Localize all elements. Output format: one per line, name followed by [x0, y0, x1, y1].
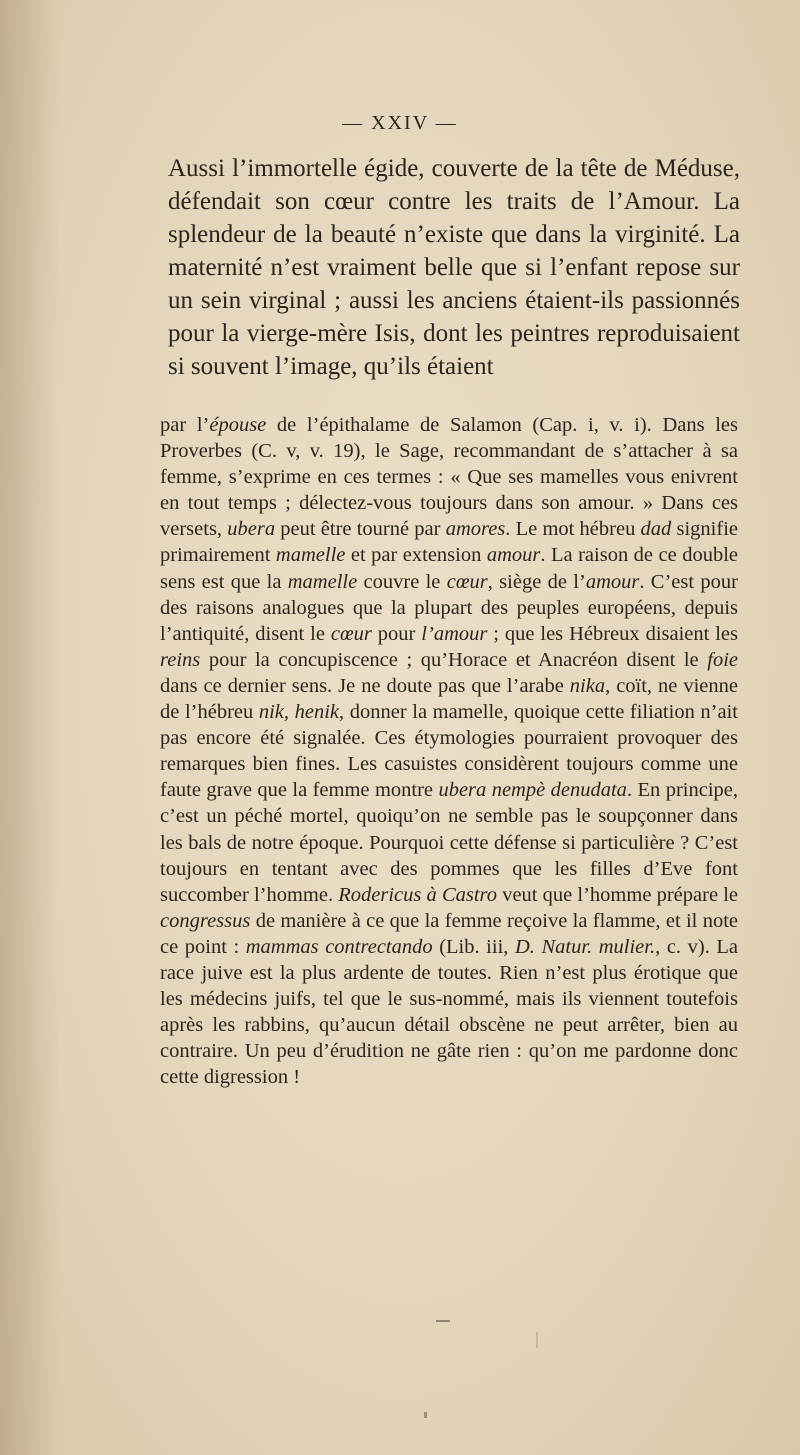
- footnote-italic: épouse: [209, 414, 267, 436]
- footnote-text: . La raison de ce double sens est que la: [160, 544, 738, 593]
- footnote-text: de l’épithalame de Salamon (Cap. i, v. i). Dans les Proverbes (C. v, v. 19), le Sage, recommandant de s’attacher à sa femme, s’exprime en ces termes : « Que ses mamelles vous enivrent en tout temps ; délectez-vous toujours dans son amour. » Dans ces versets,: [160, 414, 738, 541]
- footnote-text: peut être tourné par: [275, 518, 446, 541]
- footnote-text: , c. v). La race juive est la plus ardente de toutes. Rien n’est plus érotique que les médecins juifs, tel que le sus-nommé, mais ils viennent toutefois après les rabbins, qu’aucun détail obscène ne peut arrêter, bien au contraire. Un peu d’érudition ne gâte rien : qu’on me pardonne donc cette digression !: [160, 935, 739, 1089]
- page-edge-shadow: [0, 0, 60, 1455]
- footnote-text: . En principe, c’est un péché mortel, quoiqu’on ne semble pas le soupçonner dans les bals de notre époque. Pourquoi cette défense si particulière ? C’est toujours en tentant avec des pommes que les filles d’Eve font succomber l’homme.: [160, 779, 738, 906]
- footnote-italic: amour: [486, 544, 541, 567]
- footnote-italic: l’amour: [421, 622, 488, 645]
- paper-scratch: [536, 1332, 538, 1348]
- footnote-text: signifie primairement: [160, 518, 738, 567]
- footnote-text: dans ce dernier sens. Je ne doute pas que l’arabe: [160, 674, 570, 697]
- ink-speck: [436, 1320, 450, 1322]
- footnote-italic: amores: [445, 518, 506, 541]
- footnote-italic: ubera: [227, 518, 276, 541]
- footnote-italic: dad: [640, 518, 672, 541]
- footnote-italic: congressus: [160, 909, 251, 932]
- footnote-italic: ubera nempè denudata: [438, 779, 627, 802]
- footnote-italic: reins: [160, 648, 201, 671]
- footnote-text: ; que les Hébreux disaient les: [487, 622, 739, 645]
- footnote-text: et par extension: [345, 544, 487, 567]
- footnote-italic: mamelle: [275, 544, 346, 567]
- footnote-italic: mammas contrectando: [245, 935, 433, 958]
- ink-speck: [424, 1412, 427, 1418]
- page-number: — XXIV —: [342, 112, 458, 134]
- footnote-text: , donner la mamelle, quoique cette filiation n’ait pas encore été signalée. Ces étymologies pourraient provoquer des remarques bien fines. Les casuistes considèrent toujours comme une faute grave que la femme montre: [160, 701, 738, 802]
- footnote-text: pour la concupiscence ; qu’Horace et Anacréon disent le: [200, 648, 708, 671]
- footnote-italic: cœur: [446, 570, 488, 593]
- footnote-text: pour: [371, 622, 422, 645]
- footnote-text: (Lib. iii,: [432, 935, 515, 958]
- footnote-text: de manière à ce que la femme reçoive la flamme, et il note ce point :: [160, 909, 738, 958]
- footnote-text: couvre le: [357, 570, 447, 593]
- footnote-text: par l’: [160, 414, 210, 436]
- footnote-text: . Le mot hébreu: [505, 518, 641, 541]
- footnote-italic: nika: [569, 674, 606, 697]
- footnote-italic: mamelle: [287, 570, 358, 593]
- main-text: [168, 152, 740, 383]
- footnote-text: , siège de l’: [487, 570, 586, 593]
- footnote-italic: foie: [707, 648, 738, 671]
- footnote-italic: nik, henik: [258, 701, 340, 724]
- footnote-paragraph: [160, 412, 738, 1090]
- footnote-italic: Rodericus à Castro: [338, 883, 498, 906]
- footnote-text: veut que l’homme prépare le: [497, 883, 738, 906]
- footnote-italic: cœur: [330, 622, 372, 645]
- footnote-italic: amour: [585, 570, 640, 593]
- main-paragraph: Aussi l’immortelle égide, couverte de la tête de Méduse, défendait son cœur contre les traits de l’Amour. La splendeur de la beauté n’existe que dans la virginité. La maternité n’est vraiment belle que si l’enfant repose sur un sein virginal ; aussi les anciens étaient-ils passionnés pour la vierge-mère Isis, dont les peintres reproduisaient si souvent l’image, qu’ils étaient: [168, 155, 740, 380]
- footnote-text: , coït, ne vienne de l’hébreu: [160, 674, 739, 724]
- footnote-italic: D. Natur. mulier.: [514, 935, 656, 958]
- footnote: [160, 412, 738, 1090]
- footnote-text: . C’est pour des raisons analogues que la plupart des peuples européens, depuis l’antiquité, disent le: [160, 570, 738, 645]
